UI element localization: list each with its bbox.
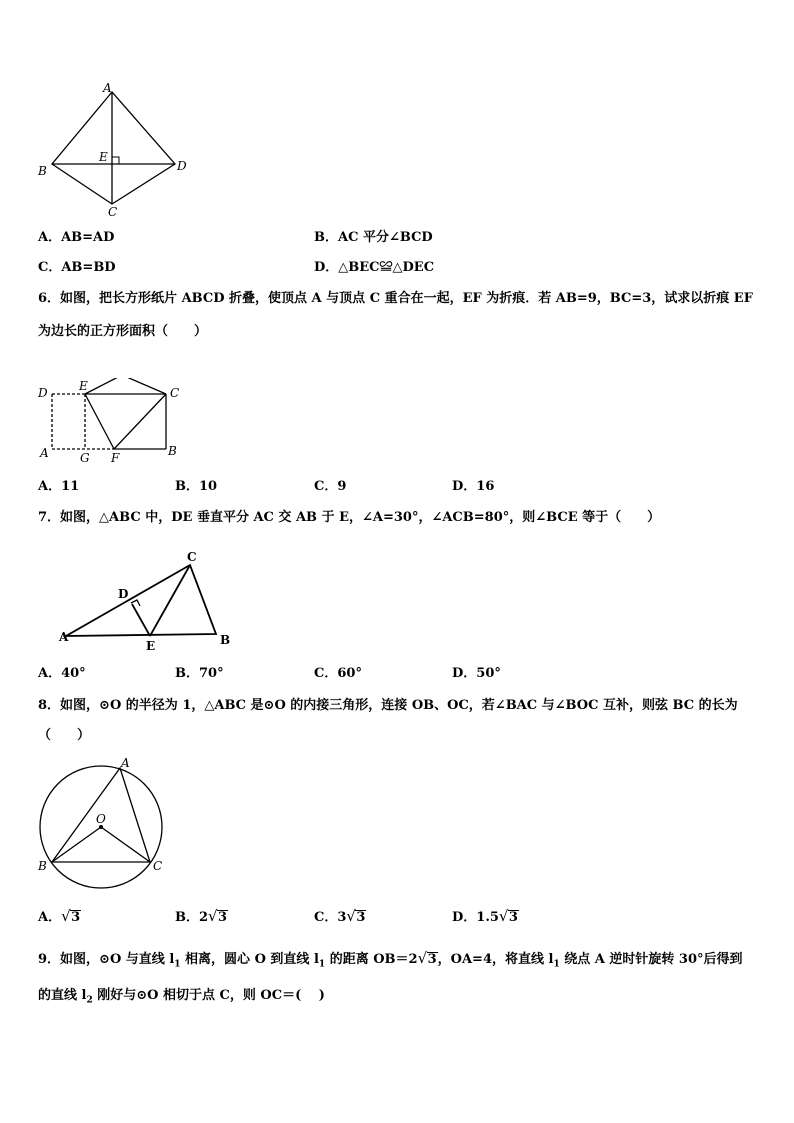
q9-subscript: 1 xyxy=(174,959,181,970)
q8-label-b: B xyxy=(38,859,47,873)
q8-radius-ob xyxy=(52,827,101,862)
sqrt-symbol: √ 3 xyxy=(61,907,81,925)
q6-fold-ef xyxy=(85,394,114,449)
q9-subscript: 1 xyxy=(318,959,326,970)
q5-label-e: E xyxy=(99,150,108,164)
q8-option-d-coef: 1.5 xyxy=(476,910,499,925)
q5-option-d: D．△BEC≌△DEC xyxy=(314,260,435,275)
q7-option-a: A．40° xyxy=(38,666,86,681)
q7-option-b: B．70° xyxy=(175,666,224,681)
q7-option-c: C．60° xyxy=(314,666,362,681)
q8-option-c-prefix: C． xyxy=(314,910,338,925)
q6-stem-line2: 为边长的正方形面积（ ） xyxy=(38,324,208,339)
q7-label-e: E xyxy=(146,639,156,653)
q9-text-part: 9．如图，⊙O 与直线 l xyxy=(38,952,175,967)
q8-option-a xyxy=(38,909,81,927)
q8-option-d-prefix: D． xyxy=(452,910,477,925)
q8-option-b xyxy=(175,909,228,927)
q8-stem-line2: （ ） xyxy=(38,728,91,743)
q8-radius-oc xyxy=(101,827,150,862)
q9-subscript: 1 xyxy=(553,959,560,970)
q9-text-part: 的直线 l xyxy=(38,988,87,1003)
q6-flap-right xyxy=(122,378,166,394)
q7-figure xyxy=(56,550,238,654)
q8-label-c: C xyxy=(153,859,163,873)
q5-label-b: B xyxy=(38,164,47,178)
q6-option-c: C．9 xyxy=(314,479,347,494)
q8-option-b-prefix: B． xyxy=(175,910,199,925)
q6-label-b: B xyxy=(168,444,177,458)
q8-option-a-radicand: 3 xyxy=(71,910,81,925)
q6-label-e: E xyxy=(79,379,88,393)
q7-stem: 7．如图，△ABC 中，DE 垂直平分 AC 交 AB 于 E，∠A=30°，∠ACB=80°，则∠BCE 等于（ ） xyxy=(38,510,661,525)
q8-label-a: A xyxy=(121,756,130,770)
q5-right-angle-mark xyxy=(112,157,119,164)
q8-option-c-coef: 3 xyxy=(337,910,347,925)
q5-option-b: B．AC 平分∠BCD xyxy=(314,230,433,245)
q5-option-c: C．AB=BD xyxy=(38,260,116,275)
q7-label-c: C xyxy=(187,550,197,564)
q9-text-part: 的距离 OB＝2 xyxy=(325,952,418,967)
sqrt-symbol: √ 3 xyxy=(208,907,228,925)
q6-option-a: A．11 xyxy=(38,479,80,494)
q5-label-a: A xyxy=(103,81,112,95)
sqrt-symbol: √ 3 xyxy=(498,907,518,925)
q7-option-d: D．50° xyxy=(452,666,501,681)
q8-option-d xyxy=(452,909,519,927)
q6-option-b: B．10 xyxy=(175,479,218,494)
q9-text-part: 相离，圆心 O 到直线 l xyxy=(180,952,319,967)
q5-option-a: A．AB=AD xyxy=(38,230,115,245)
q5-label-c: C xyxy=(108,205,118,219)
q5-figure xyxy=(36,78,196,220)
q5-quadrilateral xyxy=(52,92,175,204)
q6-label-d: D xyxy=(38,386,48,400)
q6-option-d: D．16 xyxy=(452,479,495,494)
q9-subscript: 2 xyxy=(86,995,93,1006)
q8-label-o: O xyxy=(96,812,106,826)
q6-label-a: A xyxy=(40,446,49,460)
q5-label-d: D xyxy=(177,159,187,173)
q6-label-c: C xyxy=(170,386,180,400)
q6-label-f: F xyxy=(111,451,120,464)
q9-stem-line1 xyxy=(38,951,743,974)
q8-option-b-coef: 2 xyxy=(199,910,209,925)
q8-stem-line1: 8．如图，⊙O 的半径为 1，△ABC 是⊙O 的内接三角形，连接 OB、OC，若∠BAC 与∠BOC 互补，则弦 BC 的长为 xyxy=(38,698,738,713)
q7-triangle-abc xyxy=(66,565,216,636)
q7-label-a: A xyxy=(59,630,69,644)
q9-text-part: 绕点 A 逆时针旋转 30°后得到 xyxy=(559,952,743,967)
q8-option-c xyxy=(314,909,366,927)
q8-option-b-radicand: 3 xyxy=(218,910,228,925)
q9-text-part: ，OA=4，将直线 l xyxy=(437,952,554,967)
q6-edge-cf xyxy=(114,394,166,449)
q7-label-b: B xyxy=(220,633,231,647)
q8-figure xyxy=(32,752,182,894)
q6-flap-top xyxy=(85,378,122,394)
q6-stem-line1: 6．如图，把长方形纸片 ABCD 折叠，使顶点 A 与顶点 C 重合在一起，EF 为折痕．若 AB=9，BC=3，试求以折痕 EF xyxy=(38,291,753,306)
q7-segment-de xyxy=(132,604,150,636)
q7-label-d: D xyxy=(118,587,129,601)
q9-radicand: 3 xyxy=(427,952,437,967)
q9-text-part: 刚好与⊙O 相切于点 C，则 OC＝( ) xyxy=(92,988,325,1003)
q8-option-a-prefix: A． xyxy=(38,910,62,925)
q8-option-d-radicand: 3 xyxy=(508,910,518,925)
sqrt-symbol: √ 3 xyxy=(417,949,437,967)
q8-option-c-radicand: 3 xyxy=(356,910,366,925)
sqrt-symbol: √ 3 xyxy=(346,907,366,925)
q6-figure xyxy=(34,378,184,464)
q9-stem-line2 xyxy=(38,987,325,1010)
q6-label-g: G xyxy=(80,451,90,464)
